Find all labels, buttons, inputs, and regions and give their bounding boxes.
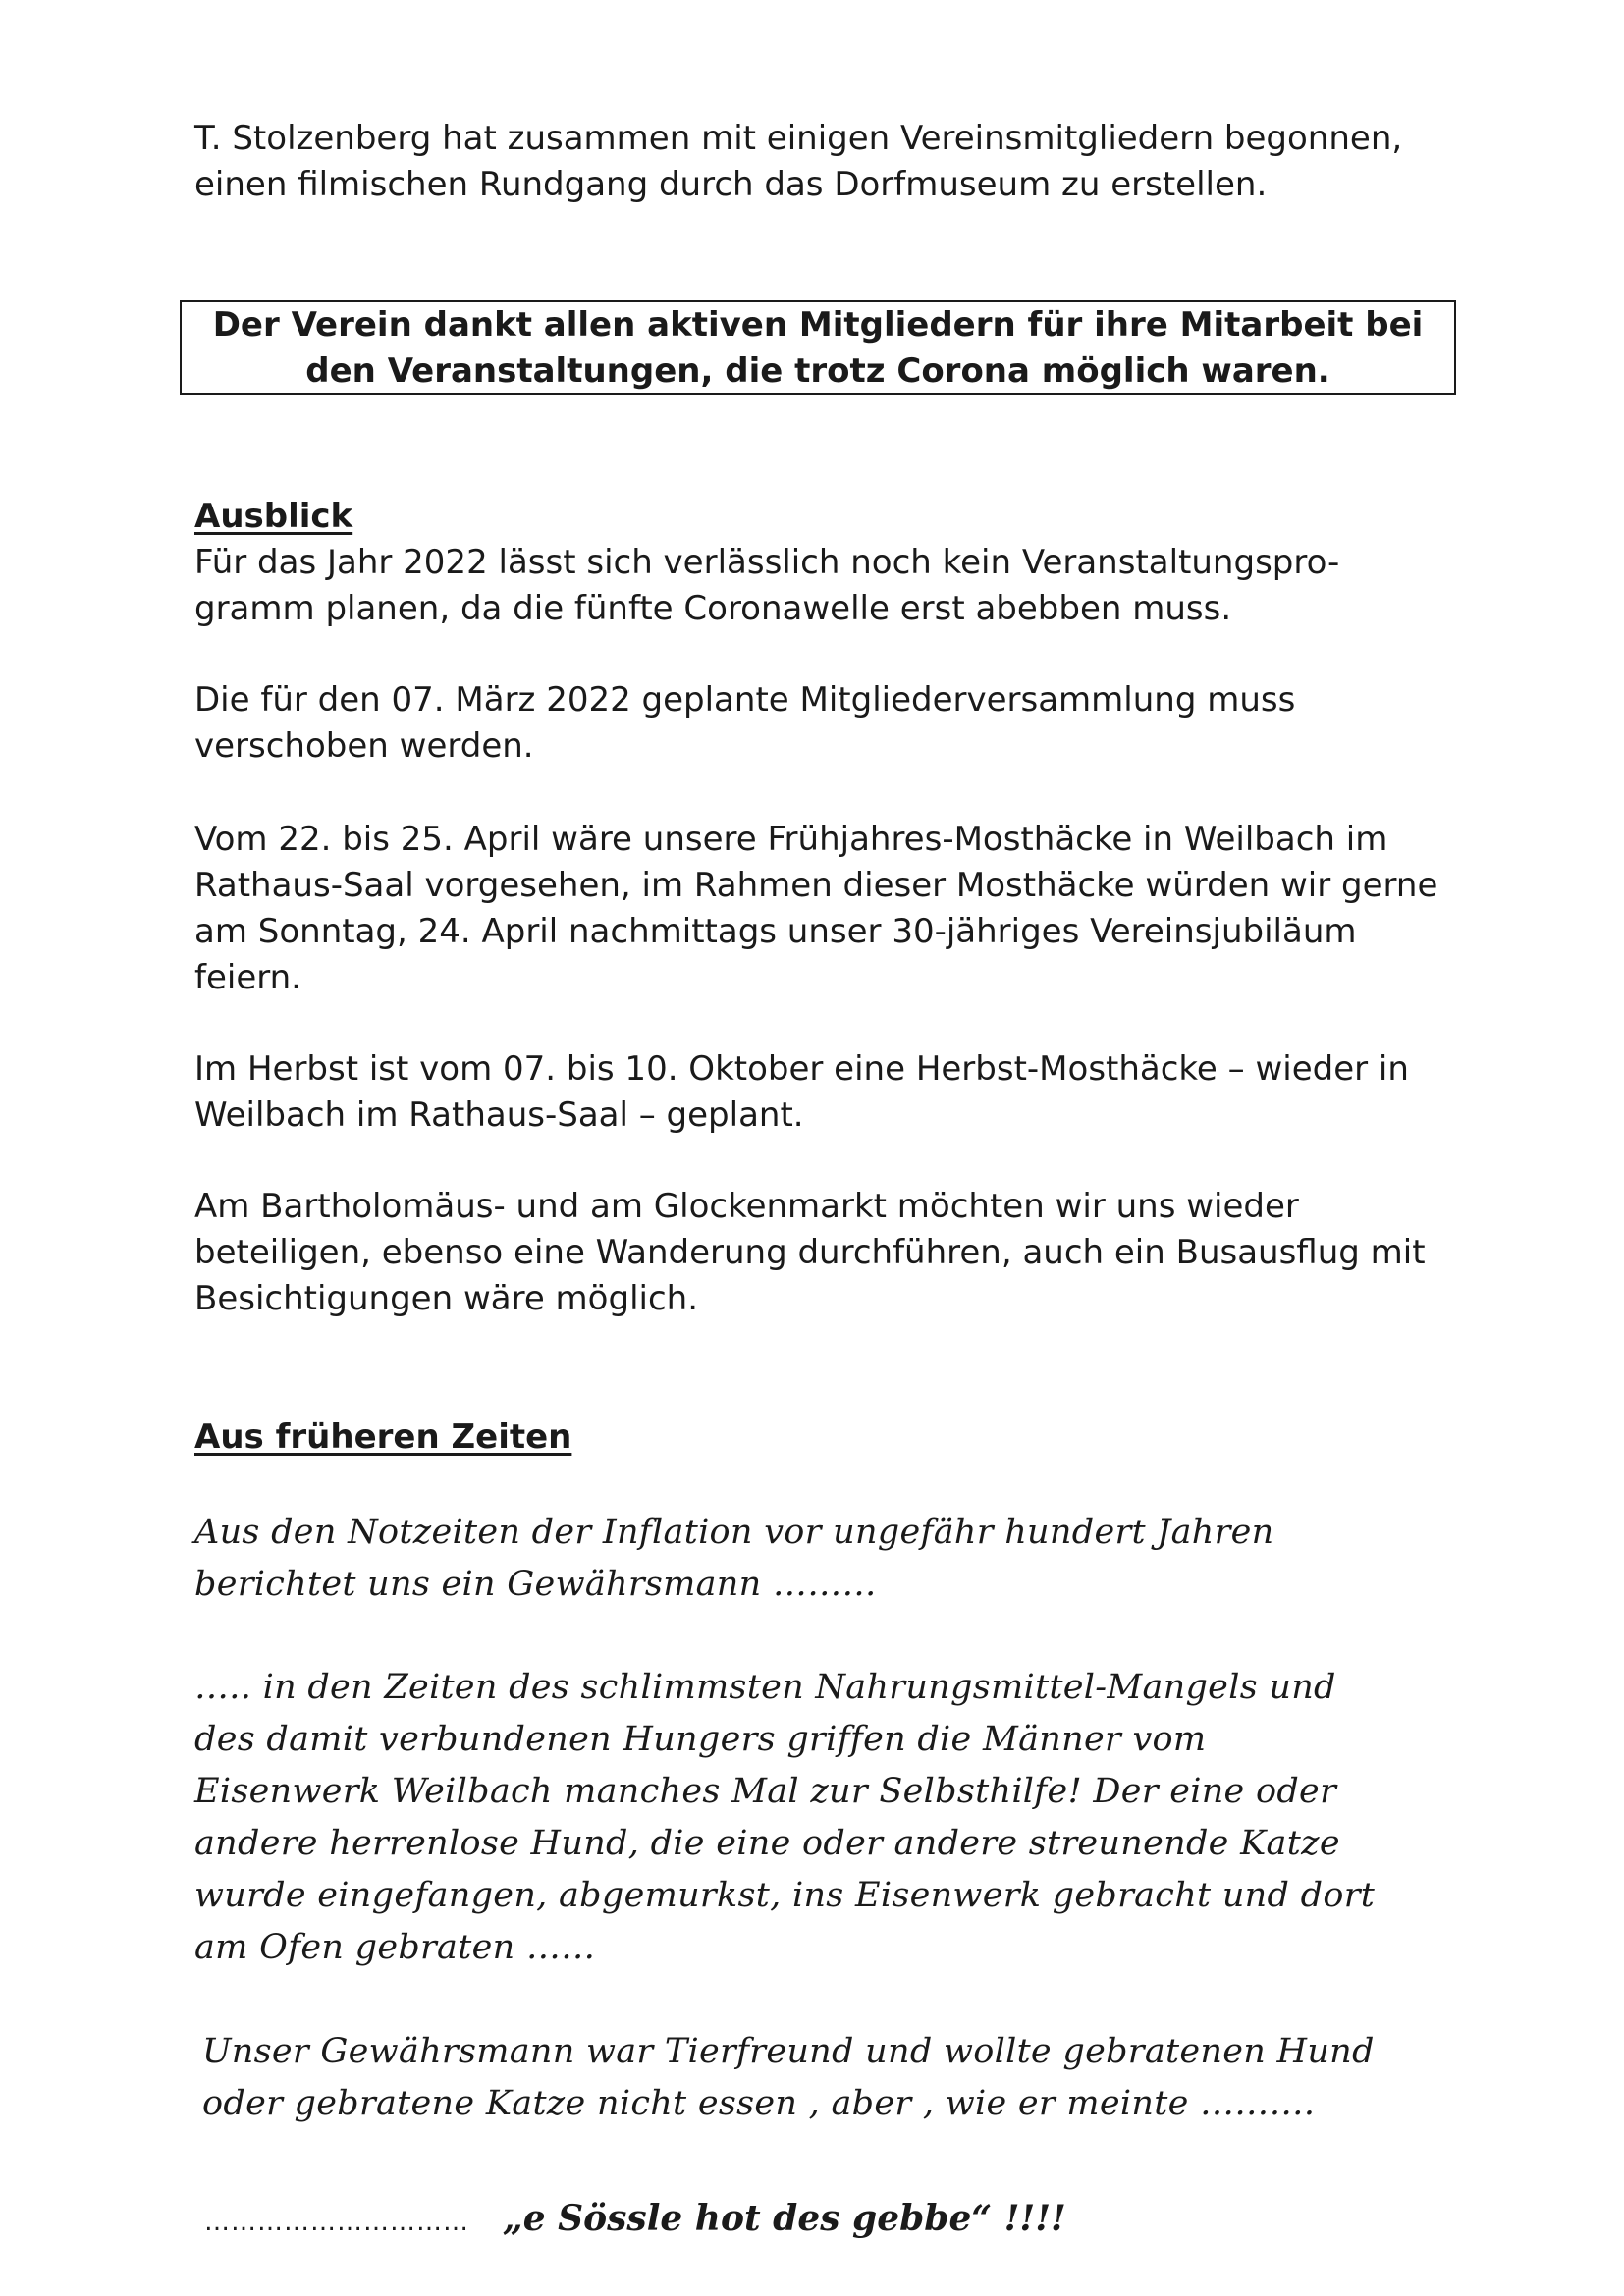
- text-line: Der Verein dankt allen aktiven Mitgliedern für ihre Mitarbeit bei: [212, 305, 1424, 345]
- leader-dots: …………………………: [204, 2208, 469, 2237]
- text-line: ….. in den Zeiten des schlimmsten Nahrungsmittel-Mangels und: [194, 1668, 1336, 1707]
- text-line: andere herrenlose Hund, die eine oder andere streunende Katze: [194, 1824, 1340, 1863]
- text-line: Am Bartholomäus- und am Glockenmarkt möchten wir uns wieder: [194, 1187, 1299, 1226]
- ausblick-paragraph-4: [194, 1046, 1471, 1139]
- text-line: des damit verbundenen Hungers griffen die Männer vom: [194, 1720, 1207, 1759]
- story-intro: [194, 1507, 1274, 1611]
- text-line: Unser Gewährsmann war Tierfreund und wollte gebratenen Hund: [202, 2032, 1375, 2071]
- text-line: berichtet uns ein Gewährsmann ………: [194, 1565, 877, 1604]
- thanks-box: [180, 300, 1456, 395]
- closing-quote: „e Sössle hot des gebbe“ !!!!: [503, 2198, 1066, 2239]
- text-line: den Veranstaltungen, die trotz Corona möglich waren.: [305, 351, 1330, 391]
- text-line: Aus den Notzeiten der Inflation vor ungefähr hundert Jahren: [194, 1513, 1274, 1552]
- section-heading-ausblick: Ausblick: [194, 497, 353, 536]
- text-line: T. Stolzenberg hat zusammen mit einigen Vereinsmitgliedern begonnen,: [194, 119, 1403, 158]
- text-line: Weilbach im Rathaus-Saal – geplant.: [194, 1095, 804, 1135]
- text-line: verschoben werden.: [194, 726, 534, 766]
- text-line: gramm planen, da die fünfte Coronawelle erst abebben muss.: [194, 589, 1232, 628]
- text-line: Vom 22. bis 25. April wäre unsere Frühjahres-Mosthäcke in Weilbach im: [194, 820, 1388, 859]
- intro-paragraph: [194, 116, 1471, 208]
- text-line: beteiligen, ebenso eine Wanderung durchführen, auch ein Busausflug mit: [194, 1233, 1426, 1272]
- text-line: Im Herbst ist vom 07. bis 10. Oktober eine Herbst-Mosthäcke – wieder in: [194, 1049, 1409, 1089]
- ausblick-paragraph-3: [194, 817, 1471, 1001]
- text-line: am Sonntag, 24. April nachmittags unser 30-jähriges Vereinsjubiläum: [194, 912, 1357, 951]
- text-line: Die für den 07. März 2022 geplante Mitgliederversammlung muss: [194, 680, 1296, 720]
- text-line: am Ofen gebraten ……: [194, 1928, 596, 1967]
- text-line: feiern.: [194, 958, 301, 997]
- text-line: Eisenwerk Weilbach manches Mal zur Selbsthilfe! Der eine oder: [194, 1772, 1337, 1811]
- story-conclusion: [202, 2026, 1375, 2130]
- story-body: [194, 1662, 1375, 1974]
- text-line: oder gebratene Katze nicht essen , aber , wie er meinte ……….: [202, 2084, 1316, 2123]
- ausblick-paragraph-2: [194, 677, 1471, 770]
- text-line: Rathaus-Saal vorgesehen, im Rahmen dieser Mosthäcke würden wir gerne: [194, 866, 1438, 905]
- ausblick-paragraph-5: [194, 1184, 1471, 1322]
- text-line: Für das Jahr 2022 lässt sich verlässlich noch kein Veranstaltungspro-: [194, 543, 1340, 582]
- closing-quote-line: [204, 2195, 1066, 2246]
- text-line: wurde eingefangen, abgemurkst, ins Eisenwerk gebracht und dort: [194, 1876, 1376, 1915]
- section-heading-frueher: Aus früheren Zeiten: [194, 1417, 572, 1457]
- text-line: einen filmischen Rundgang durch das Dorfmuseum zu erstellen.: [194, 165, 1268, 204]
- ausblick-paragraph-1: [194, 540, 1471, 632]
- text-line: Besichtigungen wäre möglich.: [194, 1279, 699, 1318]
